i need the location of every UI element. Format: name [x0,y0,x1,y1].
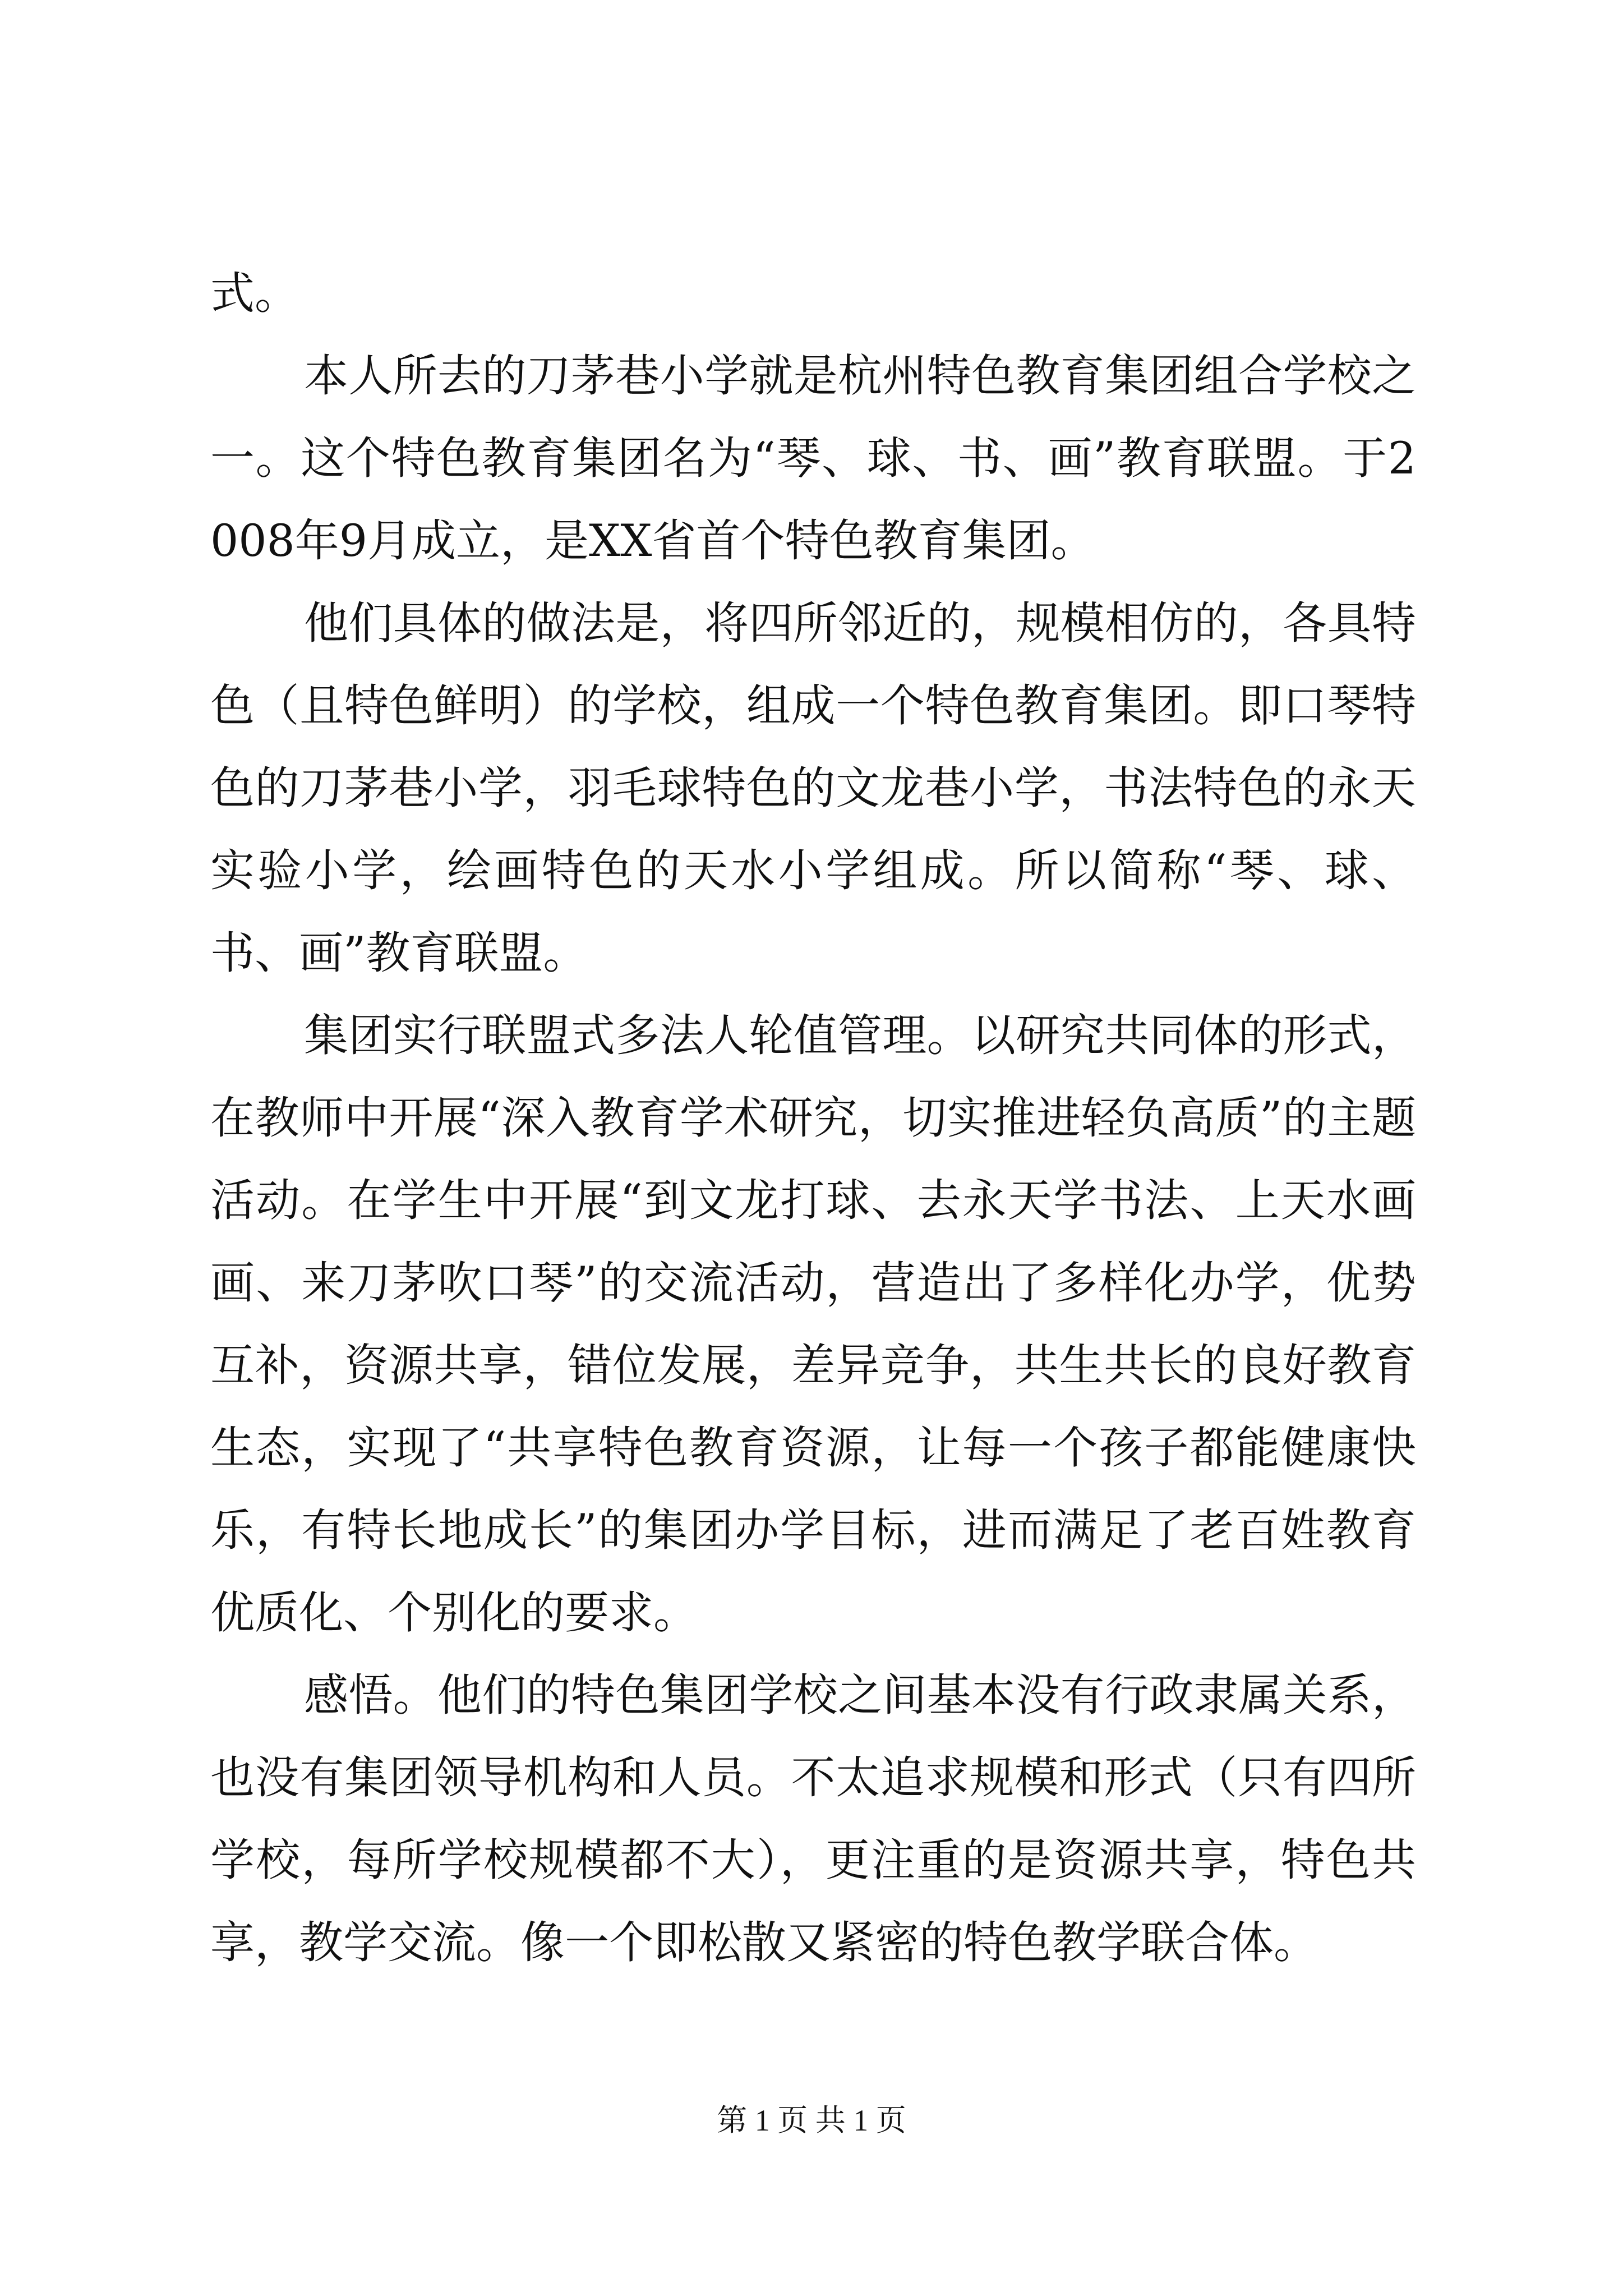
paragraph-management: 集团实行联盟式多法人轮值管理。以研究共同体的形式，在教师中开展“深入教育学术研究，切实推进轻负高质”的主题活动。在学生中开展“到文龙打球、去永天学书法、上天水画画、来刀茅吹口琴”的交流活动，营造出了多样化办学，优势互补，资源共享，错位发展，差异竞争，共生共长的良好教育生态，实现了“共享特色教育资源，让每一个孩子都能健康快乐，有特长地成长”的集团办学目标，进而满足了老百姓教育优质化、个别化的要求。 [210,1010,1416,1639]
paragraph-reflection: 感悟。他们的特色集团学校之间基本没有行政隶属关系，也没有集团领导机构和人员。不太追求规模和形式（只有四所学校，每所学校规模都不大），更注重的是资源共享，特色共享，教学交流。像一个即松散又紧密的特色教学联合体。 [210,1669,1416,1968]
paragraph-school-intro: 本人所去的刀茅巷小学就是杭州特色教育集团组合学校之一。这个特色教育集团名为“琴、球、书、画”教育联盟。于2008年9月成立，是XX省首个特色教育集团。 [210,350,1416,567]
page-footer: 第 1 页 共 1 页 [717,2104,906,2137]
paragraph-practice: 他们具体的做法是，将四所邻近的，规模相仿的，各具特色（且特色鲜明）的学校，组成一个特色教育集团。即口琴特色的刀茅巷小学，羽毛球特色的文龙巷小学，书法特色的永天实验小学，绘画特色的天水小学组成。所以简称“琴、球、书、画”教育联盟。 [210,597,1416,979]
document-body [210,252,1416,1984]
paragraph-continuation: 式。 [210,268,299,319]
